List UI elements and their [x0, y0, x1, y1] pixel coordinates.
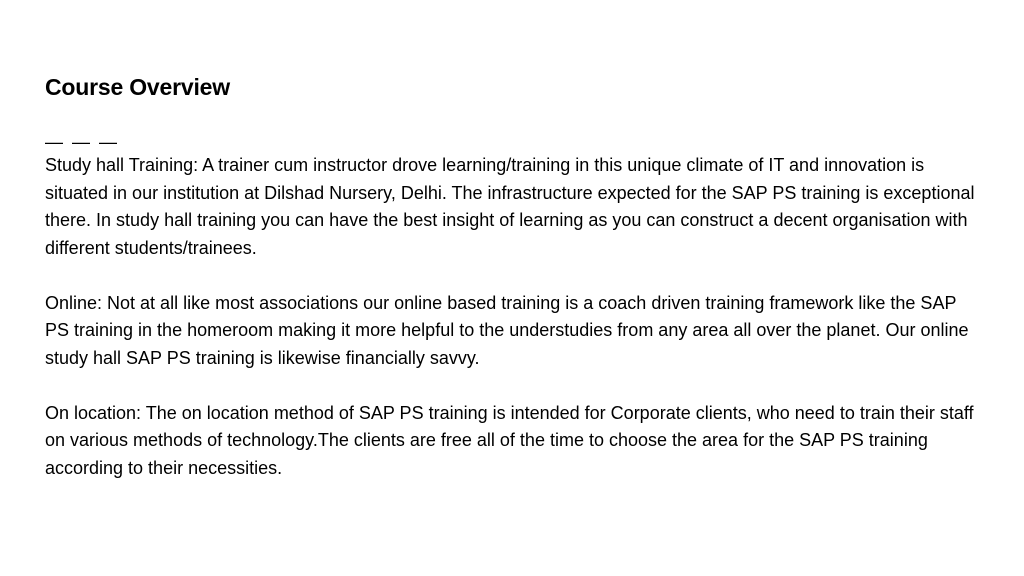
paragraph-on-location: On location: The on location method of SAP PS training is intended for Corporate clients, who need to train their staff on various methods of technology.The clients are free all of the time to choose the area for the SAP PS training according to their necessities.: [45, 402, 974, 478]
slide-content: [45, 72, 985, 482]
page-title: Course Overview: [45, 74, 230, 100]
divider: — — —: [45, 132, 120, 152]
paragraph-study-hall: Study hall Training: A trainer cum instructor drove learning/training in this unique climate of IT and innovation is situated in our institution at Dilshad Nursery, Delhi. The infrastructure expected for the SAP PS training is exceptional there. In study hall training you can have the best insight of learning as you can construct a decent organisation with different students/trainees.: [45, 155, 975, 258]
paragraph-online: Online: Not at all like most associations our online based training is a coach driven training framework like the SAP PS training in the homeroom making it more helpful to the understudies from any area all over the planet. Our online study hall SAP PS training is likewise financially savvy.: [45, 292, 969, 368]
